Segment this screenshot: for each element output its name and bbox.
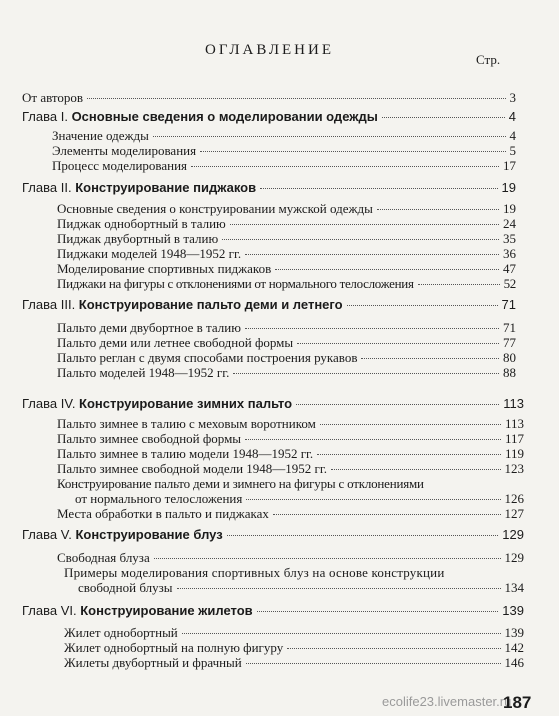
leader-dots [347, 305, 498, 306]
toc-entry[interactable] [78, 580, 524, 596]
toc-entry[interactable] [57, 446, 524, 462]
entry-page: 80 [503, 350, 516, 365]
toc-entry[interactable] [75, 491, 524, 507]
entry-page: 77 [503, 335, 516, 350]
chapter-heading[interactable] [22, 297, 516, 313]
entry-title: Моделирование спортивных пиджаков [57, 261, 272, 276]
leader-dots [297, 343, 499, 344]
leader-dots [182, 633, 501, 634]
chapter-title: Конструирование пиджаков [75, 180, 257, 195]
toc-entry[interactable] [57, 216, 516, 232]
toc-entry[interactable] [22, 90, 516, 106]
leader-dots [246, 663, 501, 664]
entry-title: Пальто реглан с двумя способами построения рукавов [57, 350, 358, 365]
leader-dots [222, 239, 499, 240]
toc-entry[interactable] [64, 655, 524, 671]
leader-dots [361, 358, 499, 359]
leader-dots [257, 611, 499, 612]
entry-title: Пальто моделей 1948—1952 гг. [57, 365, 230, 380]
leader-dots [377, 209, 499, 210]
leader-dots [331, 469, 501, 470]
entry-page: 4 [508, 109, 516, 124]
entry-page: 117 [504, 431, 524, 446]
chapter-number: Глава V. [22, 527, 76, 542]
toc-entry[interactable] [52, 158, 516, 174]
page-title: ОГЛАВЛЕНИЕ [205, 42, 334, 58]
entry-page: 129 [504, 550, 524, 565]
entry-page: 24 [503, 216, 516, 231]
leader-dots [320, 424, 501, 425]
entry-title: Пальто зимнее в талию с меховым воротником [57, 416, 316, 431]
toc-entry[interactable] [64, 640, 524, 656]
entry-title: Жилет однобортный [64, 625, 178, 640]
entry-title: Пиджак однобортный в талию [57, 216, 226, 231]
chapter-title: Конструирование жилетов [80, 603, 253, 618]
chapter-title: Конструирование пальто деми и летнего [78, 297, 343, 312]
entry-page: 129 [502, 527, 524, 542]
entry-title-line1[interactable]: Примеры моделирования спортивных блуз на основе конструкции [64, 565, 445, 580]
leader-dots [296, 404, 499, 405]
toc-entry[interactable] [57, 431, 524, 447]
entry-title: Значение одежды [52, 128, 149, 143]
entry-title: Пальто зимнее свободной формы [57, 431, 242, 446]
chapter-number: Глава VI. [22, 603, 81, 618]
chapter-number: Глава III. [22, 297, 79, 312]
leader-dots [287, 648, 500, 649]
chapter-number: Глава I. [22, 109, 72, 124]
chapter-title: Конструирование блуз [75, 527, 223, 542]
chapter-heading[interactable] [22, 603, 524, 619]
chapter-number: Глава II. [22, 180, 76, 195]
toc-entry[interactable] [57, 231, 516, 247]
entry-page: 146 [504, 655, 524, 670]
toc-entry[interactable] [57, 350, 516, 366]
entry-page: 88 [503, 365, 516, 380]
entry-page: 126 [504, 491, 524, 506]
entry-title: Жилет однобортный на полную фигуру [64, 640, 284, 655]
entry-page: 142 [504, 640, 524, 655]
entry-page: 127 [504, 506, 524, 521]
entry-page: 119 [504, 446, 524, 461]
entry-title: Пальто деми двубортное в талию [57, 320, 241, 335]
toc-entry[interactable] [57, 276, 516, 292]
entry-title: Пиджаки моделей 1948—1952 гг. [57, 246, 242, 261]
entry-title: От авторов [22, 90, 84, 105]
entry-page: 123 [504, 461, 524, 476]
watermark: ecolife23.livemaster.ru [382, 694, 512, 709]
toc-entry[interactable] [57, 320, 516, 336]
entry-page: 5 [509, 143, 516, 158]
chapter-title: Конструирование зимних пальто [79, 396, 293, 411]
leader-dots [191, 166, 499, 167]
chapter-heading[interactable] [22, 180, 516, 196]
toc-entry[interactable] [57, 365, 516, 381]
toc-entry[interactable] [57, 246, 516, 262]
leader-dots [245, 328, 499, 329]
leader-dots [260, 188, 497, 189]
toc-entry[interactable] [57, 550, 524, 566]
chapter-number: Глава IV. [22, 396, 80, 411]
entry-page: 113 [504, 416, 524, 431]
entry-page: 17 [503, 158, 516, 173]
entry-title: Пиджаки на фигуры с отклонениями от нормального телосложения [57, 276, 414, 291]
entry-page: 71 [503, 320, 516, 335]
toc-entry[interactable] [52, 128, 516, 144]
entry-page: 139 [502, 603, 524, 618]
toc-entry[interactable] [57, 261, 516, 277]
leader-dots [273, 514, 501, 515]
toc-entry[interactable] [57, 201, 516, 217]
entry-page: 4 [509, 128, 516, 143]
toc-entry[interactable] [52, 143, 516, 159]
leader-dots [233, 373, 499, 374]
leader-dots [317, 454, 501, 455]
page-column-header: Стр. [476, 52, 501, 67]
entry-page: 134 [504, 580, 524, 595]
entry-page: 139 [504, 625, 524, 640]
leader-dots [245, 254, 499, 255]
leader-dots [246, 499, 500, 500]
leader-dots [230, 224, 499, 225]
entry-page: 19 [503, 201, 516, 216]
chapter-heading[interactable] [22, 109, 516, 125]
entry-title-line2: свободной блузы [78, 580, 173, 595]
toc-entry[interactable] [64, 625, 524, 641]
entry-title: Процесс моделирования [52, 158, 188, 173]
entry-page: 47 [503, 261, 516, 276]
entry-page: 113 [503, 396, 524, 411]
entry-page: 35 [503, 231, 516, 246]
chapter-heading[interactable] [22, 527, 524, 543]
entry-title: Жилеты двубортный и фрачный [64, 655, 242, 670]
toc-entry[interactable] [57, 461, 524, 477]
entry-page: 71 [501, 297, 516, 312]
entry-page: 19 [501, 180, 516, 195]
toc-entry[interactable] [57, 416, 524, 432]
entry-title: Пальто зимнее свободной модели 1948—1952 гг. [57, 461, 327, 476]
entry-page: 36 [503, 246, 516, 261]
entry-title: Пальто деми или летнее свободной формы [57, 335, 294, 350]
leader-dots [154, 558, 501, 559]
chapter-heading[interactable] [22, 396, 524, 412]
entry-title-line1[interactable]: Конструирование пальто деми и зимнего на фигуры с отклонениями [57, 476, 424, 491]
leader-dots [418, 284, 500, 285]
entry-title: Основные сведения о конструировании мужской одежды [57, 201, 373, 216]
entry-page: 3 [509, 90, 516, 105]
entry-page: 52 [503, 276, 516, 291]
leader-dots [153, 136, 506, 137]
entry-title: Пальто зимнее в талию модели 1948—1952 гг. [57, 446, 314, 461]
entry-title: Места обработки в пальто и пиджаках [57, 506, 269, 521]
entry-title: Свободная блуза [57, 550, 150, 565]
leader-dots [227, 535, 499, 536]
leader-dots [382, 117, 505, 118]
entry-title-line2: от нормального телосложения [75, 491, 243, 506]
entry-title: Элементы моделирования [52, 143, 197, 158]
toc-entry[interactable] [57, 335, 516, 351]
leader-dots [245, 439, 501, 440]
leader-dots [177, 588, 501, 589]
entry-title: Пиджак двубортный в талию [57, 231, 219, 246]
page-number: 187 [503, 693, 532, 712]
toc-entry[interactable] [57, 506, 524, 522]
chapter-title: Основные сведения о моделировании одежды [71, 109, 378, 124]
leader-dots [87, 98, 505, 99]
leader-dots [200, 151, 505, 152]
leader-dots [275, 269, 499, 270]
